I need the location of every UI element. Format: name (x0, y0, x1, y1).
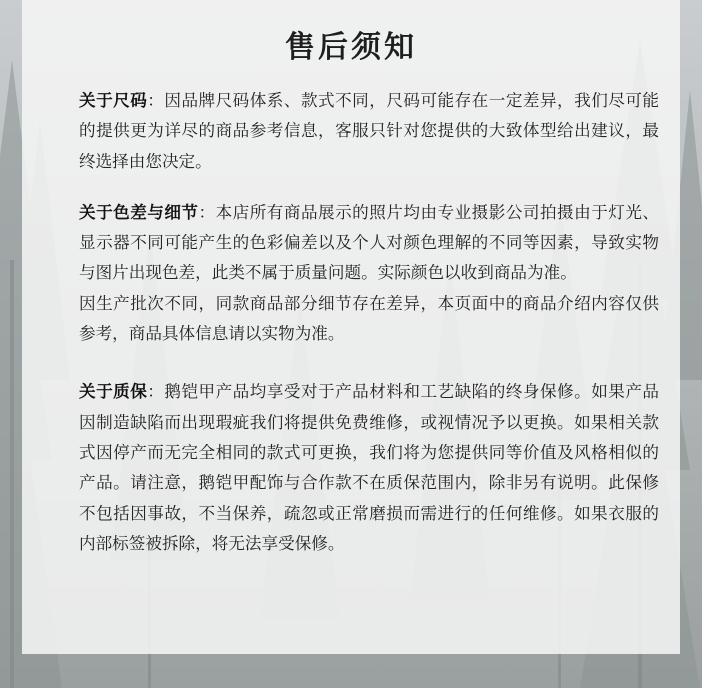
section-body: 因品牌尺码体系、款式不同，尺码可能存在一定差异，我们尽可能的提供更为详尽的商品参考信息，客服只针对您提供的大致体型给出建议，最终选择由您决定。 (79, 91, 660, 171)
section-heading: 关于尺码 (79, 91, 148, 110)
separator: ： (147, 382, 165, 402)
spacer (79, 349, 659, 377)
section-extra-note: 因生产批次不同，同款商品部分细节存在差异，本页面中的商品介绍内容仅供参考，商品具体信息请以实物为准。 (79, 293, 659, 344)
section-body: 鹅铠甲产品均享受对于产品材料和工艺缺陷的终身保修。如果产品因制造缺陷而出现瑕疵我们将提供免费维修，或视情况予以更换。如果相关款式因停产而无完全相同的款式可更换，我们将为您提供同等价值及风格相似的产品。请注意，鹅铠甲配饰与合作款不在质保范围内，除非另有说明。此保修不包括因事故，不当保养，疏忽或正常磨损而需进行的任何维修。如果衣服的内部标签被拆除，将无法享受保修。 (79, 382, 660, 553)
section-warranty (79, 377, 659, 559)
section-body: 本店所有商品展示的照片均由专业摄影公司拍摄由于灯光、显示器不同可能产生的色彩偏差以及个人对颜色理解的不同等因素，导致实物与图片出现色差，此类不属于质量问题。实际颜色以收到商品为准。 (79, 202, 660, 283)
section-heading: 关于质保 (79, 382, 148, 402)
section-color-detail (79, 198, 659, 289)
section-size (79, 86, 659, 177)
section-heading: 关于色差与细节 (79, 202, 199, 222)
spacer (79, 177, 659, 198)
notice-content (79, 86, 659, 559)
separator: ： (147, 91, 165, 110)
separator: ： (198, 202, 216, 222)
page-title: 售后须知 (285, 30, 417, 65)
